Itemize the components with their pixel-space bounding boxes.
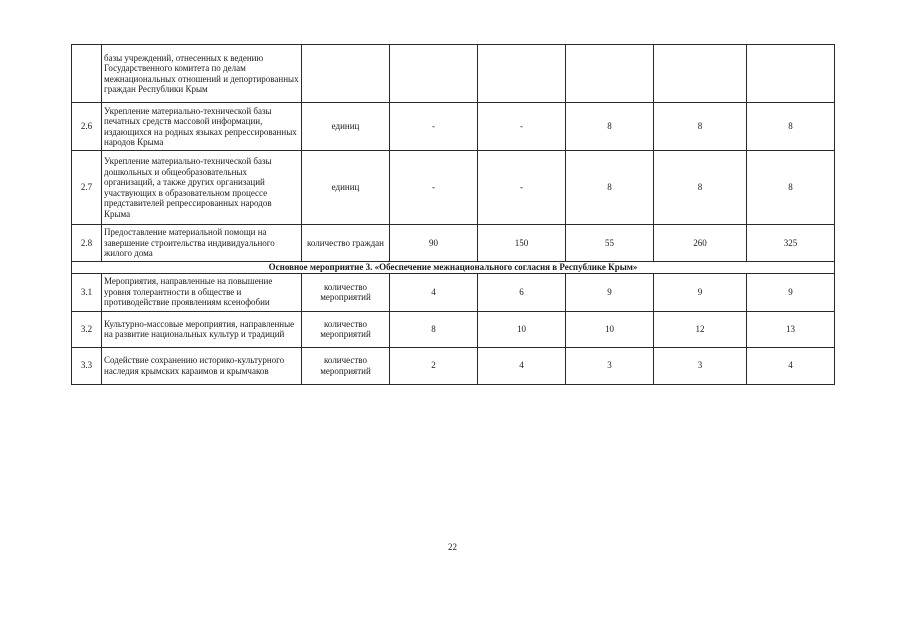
- row-unit: [302, 45, 390, 103]
- row-number: 3.2: [72, 311, 102, 347]
- table-row: [72, 225, 835, 262]
- row-value: [390, 45, 478, 103]
- row-value: -: [478, 103, 566, 151]
- row-name: Культурно-массовые мероприятия, направленные на развитие национальных культур и традиций: [102, 311, 302, 347]
- row-value: [747, 45, 835, 103]
- table-row: [72, 103, 835, 151]
- row-unit: количество мероприятий: [302, 347, 390, 384]
- row-unit: единиц: [302, 151, 390, 225]
- row-unit: количество мероприятий: [302, 273, 390, 311]
- row-number: 2.6: [72, 103, 102, 151]
- row-value: -: [390, 103, 478, 151]
- row-value: 10: [566, 311, 654, 347]
- row-value: [478, 45, 566, 103]
- row-value: 8: [747, 103, 835, 151]
- row-value: 8: [566, 103, 654, 151]
- row-value: 9: [654, 273, 747, 311]
- row-value: [566, 45, 654, 103]
- row-value: 3: [566, 347, 654, 384]
- row-value: 2: [390, 347, 478, 384]
- table-row: [72, 273, 835, 311]
- row-value: 260: [654, 225, 747, 262]
- row-value: 8: [654, 103, 747, 151]
- row-value: 3: [654, 347, 747, 384]
- row-value: [654, 45, 747, 103]
- row-value: 10: [478, 311, 566, 347]
- table-row: [72, 347, 835, 384]
- page-number: 22: [448, 542, 457, 552]
- row-name: Мероприятия, направленные на повышение уровня толерантности в обществе и противодействие проявлениям ксенофобии: [102, 273, 302, 311]
- row-number: 3.3: [72, 347, 102, 384]
- row-value: 13: [747, 311, 835, 347]
- row-value: 8: [390, 311, 478, 347]
- table-row: [72, 45, 835, 103]
- section-title: Основное мероприятие 3. «Обеспечение межнационального согласия в Республике Крым»: [72, 262, 835, 274]
- table-row: [72, 311, 835, 347]
- row-value: -: [478, 151, 566, 225]
- row-value: 6: [478, 273, 566, 311]
- row-name: Предоставление материальной помощи на завершение строительства индивидуального жилого дома: [102, 225, 302, 262]
- row-value: 8: [747, 151, 835, 225]
- table-row: [72, 151, 835, 225]
- row-name: Укрепление материально-технической базы дошкольных и общеобразовательных организаций, а также других организаций участвующих в образовательном процессе представителей репрессированных народов Крыма: [102, 151, 302, 225]
- row-value: 8: [654, 151, 747, 225]
- row-number: 2.7: [72, 151, 102, 225]
- row-value: 9: [747, 273, 835, 311]
- row-value: 4: [747, 347, 835, 384]
- row-value: 8: [566, 151, 654, 225]
- row-number: 2.8: [72, 225, 102, 262]
- row-unit: количество мероприятий: [302, 311, 390, 347]
- row-value: 150: [478, 225, 566, 262]
- row-unit: количество граждан: [302, 225, 390, 262]
- row-value: 325: [747, 225, 835, 262]
- indicators-table: [71, 44, 835, 385]
- row-value: 9: [566, 273, 654, 311]
- row-name: Укрепление материально-технической базы печатных средств массовой информации, издающихся на родных языках репрессированных народов Крыма: [102, 103, 302, 151]
- row-name: Содействие сохранению историко-культурного наследия крымских караимов и крымчаков: [102, 347, 302, 384]
- row-number: [72, 45, 102, 103]
- section-header-row: [72, 262, 835, 274]
- row-value: 12: [654, 311, 747, 347]
- row-value: 4: [478, 347, 566, 384]
- row-unit: единиц: [302, 103, 390, 151]
- row-name: базы учреждений, отнесенных к ведению Государственного комитета по делам межнациональных отношений и депортированных граждан Республики Крым: [102, 45, 302, 103]
- row-number: 3.1: [72, 273, 102, 311]
- row-value: 90: [390, 225, 478, 262]
- row-value: -: [390, 151, 478, 225]
- row-value: 55: [566, 225, 654, 262]
- row-value: 4: [390, 273, 478, 311]
